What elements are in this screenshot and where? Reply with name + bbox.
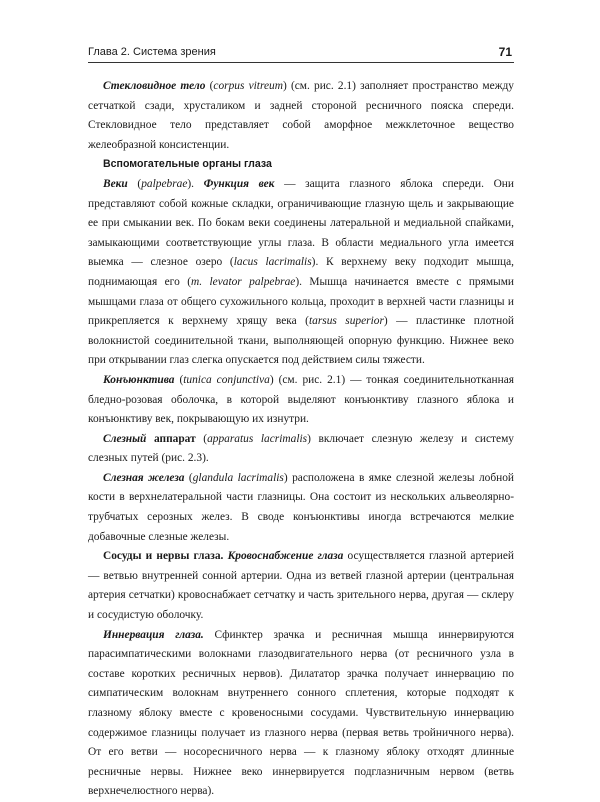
page-number: 71 bbox=[498, 45, 512, 59]
paragraph-lacrimal-apparatus: Слезный аппарат (apparatus lacrimalis) включает слезную железу и систему слезных путей (рис. 2.3). bbox=[88, 432, 514, 465]
body-text bbox=[88, 77, 514, 802]
paragraph-conjunctiva: Конъюнктива (tunica conjunctiva) (см. рис. 2.1) — тонкая соединительнотканная бледно-розовая оболочка, в которой выделяют конъюнктиву глазного яблока и конъюнктиву век, покрывающую их изнутри. bbox=[88, 373, 514, 426]
paragraph-vitreous-body: Стекловидное тело (corpus vitreum) (см. рис. 2.1) заполняет пространство между сетчаткой сзади, хрусталиком и задней стороной ресничного пояска спереди. Стекловидное тело представляет собой аморфное межклеточное вещество желеобразной консистенции. bbox=[88, 80, 514, 151]
paragraph-vessels-nerves: Сосуды и нервы глаза. Кровоснабжение глаза осуществляется глазной артерией — ветвью внутренней сонной артерии. Одна из ветвей глазной артерии (центральная артерия сетчатки) кровоснабжает сетчатку и часть зрительного нерва, другая — склеру и сосудистую оболочку. bbox=[88, 550, 514, 622]
paragraph-lacrimal-gland: Слезная железа (glandula lacrimalis) расположена в ямке слезной железы лобной кости в верхнелатеральной части глазницы. Она состоит из нескольких альвеолярно-трубчатых серозных желез. В своде конъюнктивы иногда встречаются мелкие добавочные слезные железы. bbox=[88, 471, 515, 543]
chapter-title: Глава 2. Система зрения bbox=[88, 46, 216, 58]
paragraph-eyelids: Веки (palpebrae). Функция век — защита глазного яблока спереди. Они представляют собой кожные складки, ограничивающие глазную щель и закрывающие ее при смыкании век. По бокам веки соединены латеральной и медиальной спайками, замыкающими соответствующие углы глаза. В области медиального угла имеется выемка — слезное озеро (lacus lacrimalis). К верхнему веку подходит мышца, поднимающая его (m. levator palpebrae). Мышца начинается вместе с прямыми мышцами глаза от общего сухожильного кольца, проходит в верхней части глазницы и прикрепляется к верхнему хрящу века (tarsus superior) — пластинке плотной волокнистой соединительной ткани, выполняющей опорную функцию. Нижнее веко при открывании глаз слегка опускается под действием силы тяжести. bbox=[88, 177, 515, 367]
running-header bbox=[88, 44, 514, 63]
paragraph-innervation: Иннервация глаза. Сфинктер зрачка и ресничная мышца иннервируются парасимпатическими волокнами глазодвигательного нерва (от ресничного узла в составе коротких ресничных нервов). Дилататор зрачка получает иннервацию по симпатическим волокнам внутреннего сонного сплетения, которые подходят к глазному яблоку вместе с кровеносными сосудами. Чувствительную иннервацию содержимое глазницы получает из глазного нерва (первая ветвь тройничного нерва). От его ветви — носоресничного нерва — к глазному яблоку отходят длинные ресничные нервы. Нижнее веко иннервируется подглазничным нервом (ветвь верхнечелюстного нерва). bbox=[88, 628, 514, 798]
section-heading: Вспомогательные органы глаза bbox=[103, 158, 272, 171]
